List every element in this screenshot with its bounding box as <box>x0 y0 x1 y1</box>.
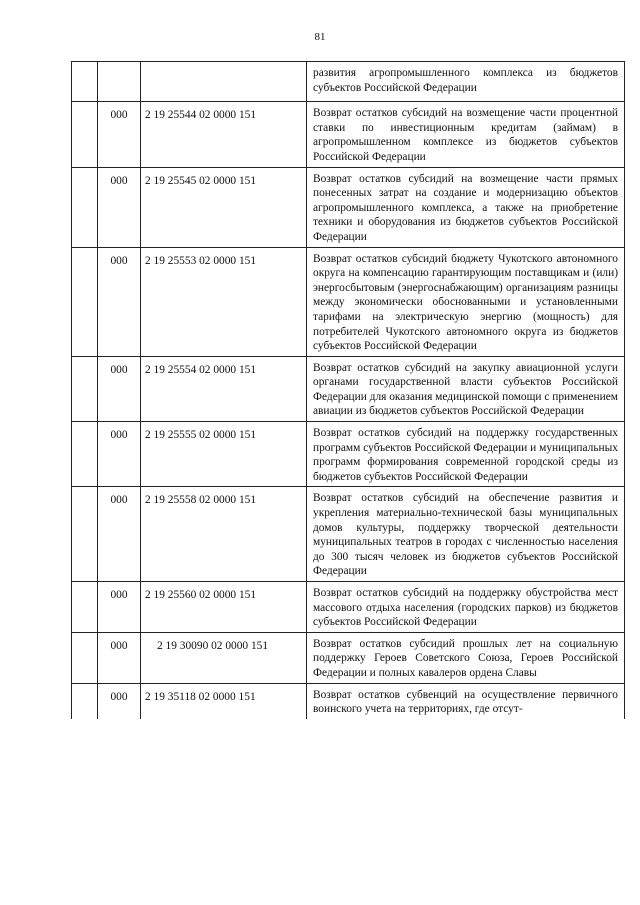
table-row <box>72 487 625 582</box>
admin-code-cell: 000 <box>98 683 141 719</box>
budget-code-cell: 2 19 25558 02 0000 151 <box>141 487 307 582</box>
table-row <box>72 247 625 356</box>
description-cell: Возврат остатков субсидий на обеспечение развития и укрепления материально-технической базы муниципальных домов культуры, поддержку творческой деятельности муниципальных театров в городах с численностью населения до 300 тысяч человек из бюджетов субъектов Российской Федерации <box>307 487 625 582</box>
budget-code-cell: 2 19 35118 02 0000 151 <box>141 683 307 719</box>
table-cell-empty <box>72 356 98 421</box>
budget-code-cell: 2 19 25554 02 0000 151 <box>141 356 307 421</box>
budget-code-cell: 2 19 25545 02 0000 151 <box>141 167 307 247</box>
table-row <box>72 356 625 421</box>
description-cell: Возврат остатков субсидий на возмещение части процентной ставки по инвестиционным кредитам (займам) в агропромышленном комплексе из бюджетов субъектов Российской Федерации <box>307 102 625 167</box>
description-cell: Возврат остатков субсидий бюджету Чукотского автономного округа на компенсацию гарантирующим поставщикам и (или) энергосбытовым (энергоснабжающим) организациям разницы между экономически обоснованными и установленными тарифами на электрическую энергию (мощность) для потребителей Чукотского автономного округа из бюджетов субъектов Российской Федерации <box>307 247 625 356</box>
table-cell-empty <box>72 62 98 102</box>
description-cell: Возврат остатков субвенций на осуществление первичного воинского учета на территориях, где отсут- <box>307 683 625 719</box>
table-row <box>72 632 625 683</box>
table-row <box>72 683 625 719</box>
admin-code-cell: 000 <box>98 247 141 356</box>
table-row <box>72 422 625 487</box>
page-number: 81 <box>314 31 326 43</box>
table-cell-empty <box>72 247 98 356</box>
admin-code-cell: 000 <box>98 167 141 247</box>
description-cell: развития агропромышленного комплекса из бюджетов субъектов Российской Федерации <box>307 62 625 102</box>
admin-code-cell: 000 <box>98 102 141 167</box>
table-cell-empty <box>72 167 98 247</box>
table-cell-empty <box>72 487 98 582</box>
table-row <box>72 167 625 247</box>
description-cell: Возврат остатков субсидий на поддержку обустройства мест массового отдыха населения (городских парков) из бюджетов субъектов Российской Федерации <box>307 582 625 633</box>
admin-code-cell: 000 <box>98 632 141 683</box>
budget-code-cell: 2 19 25555 02 0000 151 <box>141 422 307 487</box>
table-row <box>72 62 625 102</box>
table-cell-empty <box>72 632 98 683</box>
budget-code-cell: 2 19 25553 02 0000 151 <box>141 247 307 356</box>
budget-code-cell: 2 19 30090 02 0000 151 <box>141 632 307 683</box>
description-cell: Возврат остатков субсидий на закупку авиационной услуги органами государственной власти субъектов Российской Федерации для оказания медицинской помощи с применением авиации из бюджетов субъектов Российской Федерации <box>307 356 625 421</box>
table-row <box>72 102 625 167</box>
admin-code-cell: 000 <box>98 422 141 487</box>
description-cell: Возврат остатков субсидий на поддержку государственных программ субъектов Российской Федерации и муниципальных программ формирования современной городской среды из бюджетов субъектов Российской Федерации <box>307 422 625 487</box>
budget-classification-table <box>71 61 625 719</box>
budget-code-cell: 2 19 25560 02 0000 151 <box>141 582 307 633</box>
admin-code-cell: 000 <box>98 487 141 582</box>
admin-code-cell: 000 <box>98 582 141 633</box>
table-cell-empty <box>72 582 98 633</box>
table-cell-empty <box>72 422 98 487</box>
description-cell: Возврат остатков субсидий на возмещение части прямых понесенных затрат на создание и модернизацию объектов агропромышленного комплекса, а также на приобретение техники и оборудования из бюджетов субъектов Российской Федерации <box>307 167 625 247</box>
table-cell-empty <box>72 683 98 719</box>
admin-code-cell: 000 <box>98 356 141 421</box>
table-row <box>72 582 625 633</box>
table-cell-empty <box>72 102 98 167</box>
budget-code-cell <box>141 62 307 102</box>
budget-code-cell: 2 19 25544 02 0000 151 <box>141 102 307 167</box>
admin-code-cell <box>98 62 141 102</box>
description-cell: Возврат остатков субсидий прошлых лет на социальную поддержку Героев Советского Союза, Героев Российской Федерации и полных кавалеров ордена Славы <box>307 632 625 683</box>
